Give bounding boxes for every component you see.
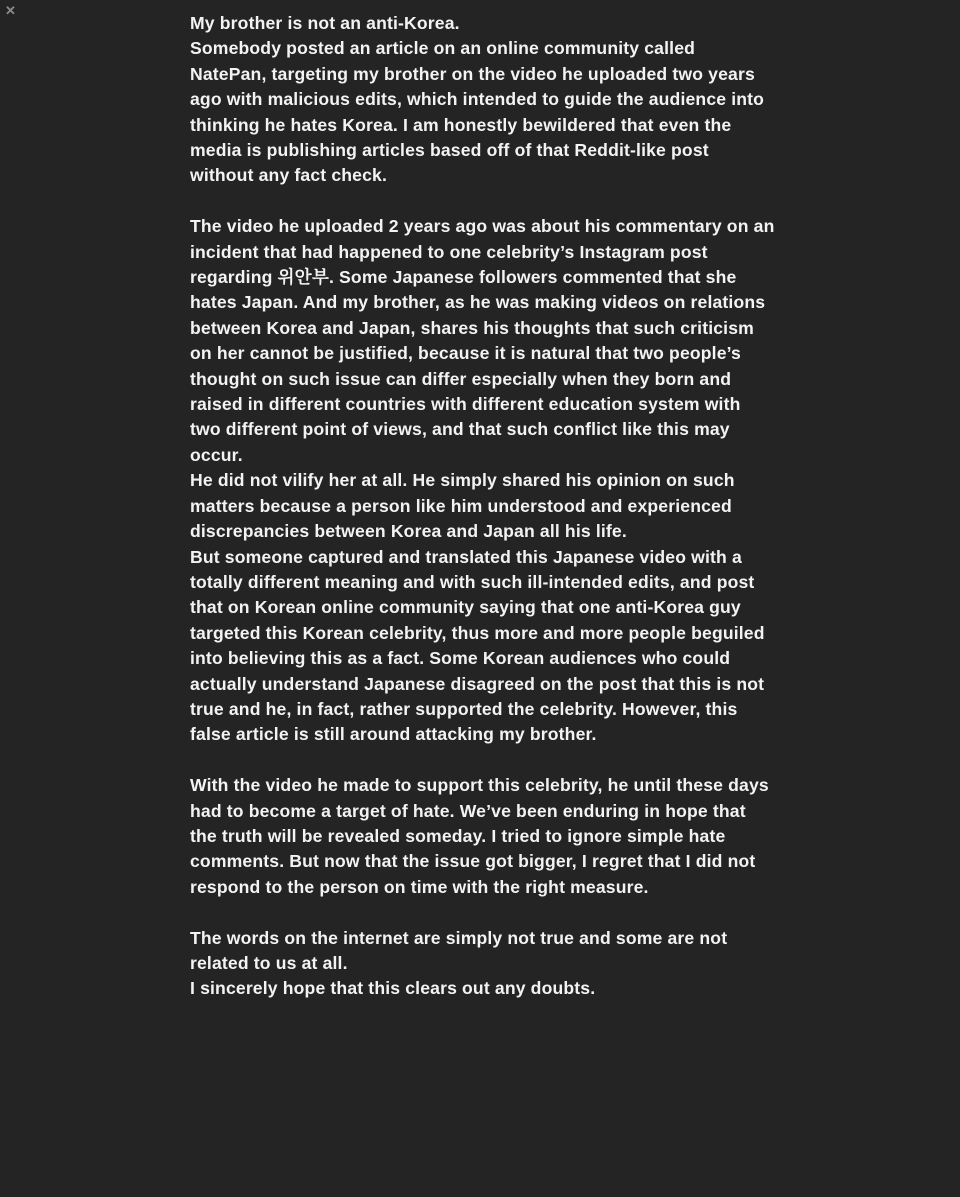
statement-paragraph: I sincerely hope that this clears out any doubts. [190, 978, 596, 999]
statement-paragraph: Somebody posted an article on an online community called NatePan, targeting my brother on the video he uploaded two years ago with malicious edits, which intended to guide the audience into thinking he hates Korea. I am honestly bewildered that even the media is publishing articles based off of that Reddit-like post without any fact check. [190, 38, 765, 186]
statement-paragraph: But someone captured and translated this Japanese video with a totally different meaning and with such ill-intended edits, and post that on Korean online community saying that one anti-Korea guy targeted this Korean celebrity, thus more and more people beguiled into believing this as a fact. Some Korean audiences who could actually understand Japanese disagreed on the post that this is not true and he, in fact, rather supported the celebrity. However, this false article is still around attacking my brother. [190, 546, 765, 745]
statement-text-block [190, 11, 776, 1002]
close-icon[interactable]: ✕ [5, 3, 16, 18]
statement-paragraph: The video he uploaded 2 years ago was about his commentary on an incident that had happened to one celebrity’s Instagram post regarding 위안부. Some Japanese followers commented that she hates Japan. And my brother, as he was making videos on relations between Korea and Japan, shares his thoughts that such criticism on her cannot be justified, because it is natural that two people’s thought on such issue can differ especially when they born and raised in different countries with different education system with two different point of views, and that such conflict like this may occur. [190, 216, 775, 465]
statement-paragraph: With the video he made to support this celebrity, he until these days had to become a target of hate. We’ve been enduring in hope that the truth will be revealed someday. I tried to ignore simple hate comments. But now that the issue got bigger, I regret that I did not respond to the person on time with the right measure. [190, 775, 769, 897]
statement-paragraph: The words on the internet are simply not true and some are not related to us at all. [190, 927, 728, 973]
statement-paragraph: He did not vilify her at all. He simply shared his opinion on such matters because a person like him understood and experienced discrepancies between Korea and Japan all his life. [190, 470, 735, 542]
statement-paragraph: My brother is not an anti-Korea. [190, 13, 460, 33]
